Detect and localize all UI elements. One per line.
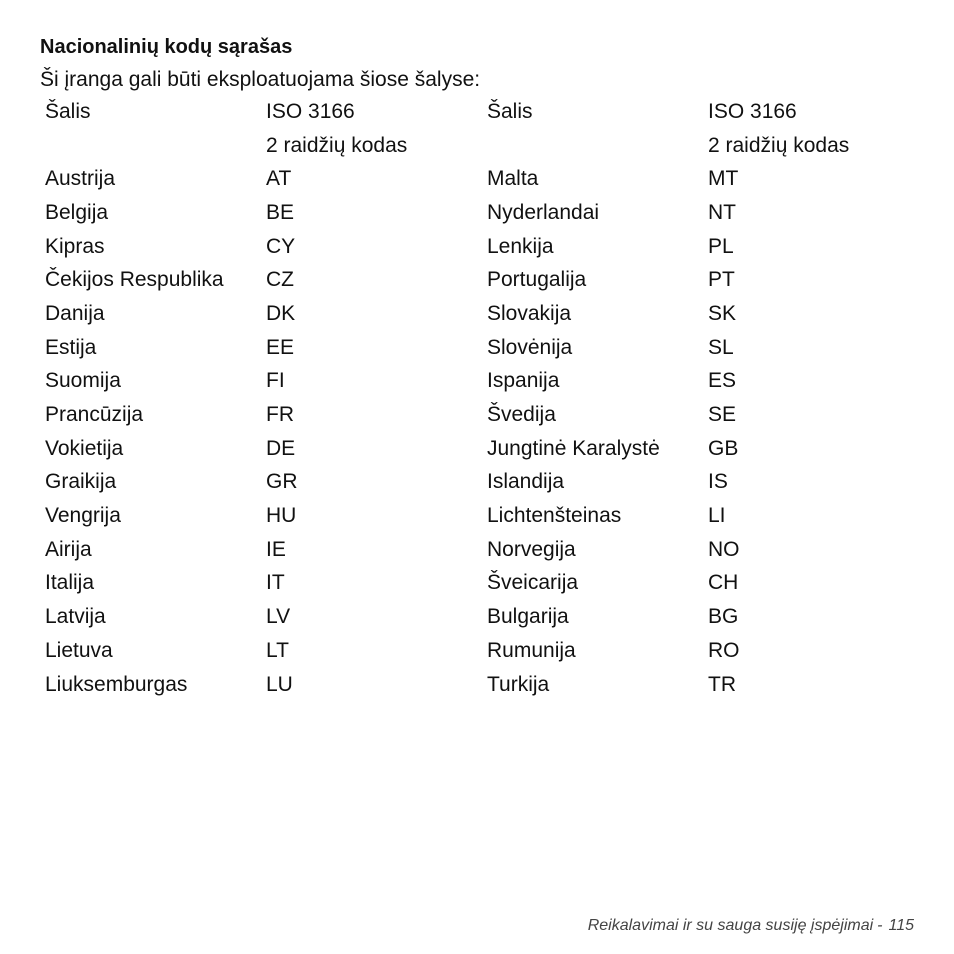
country-code-left: DK — [266, 301, 296, 325]
country-code-right: SL — [708, 335, 734, 359]
country-name-right: Jungtinė Karalystė — [487, 436, 660, 460]
country-code-right: NT — [708, 200, 736, 224]
page-number: 115 — [888, 917, 914, 934]
section-heading: Nacionalinių kodų sąrašas — [40, 36, 293, 58]
table-row — [40, 567, 924, 601]
header-row-2 — [40, 129, 924, 163]
country-name-right: Lenkija — [487, 234, 554, 258]
country-code-right: PT — [708, 268, 735, 292]
country-name-right: Slovakija — [487, 301, 572, 325]
country-code-right: LI — [708, 504, 726, 528]
country-name-left: Airija — [45, 537, 92, 561]
country-code-left: EE — [266, 335, 295, 359]
country-name-left: Vengrija — [45, 504, 121, 528]
country-code-left: DE — [266, 436, 296, 460]
country-code-left: FR — [266, 403, 294, 427]
intro-text: Ši įranga gali būti eksploatuojama šiose šalyse: — [40, 68, 481, 91]
country-code-left: LT — [266, 638, 289, 662]
footer-section-title: Reikalavimai ir su sauga susiję įspėjimai — [587, 917, 874, 934]
country-code-right: PL — [708, 234, 734, 258]
country-code-right: ES — [708, 369, 737, 393]
country-name-right: Malta — [487, 167, 539, 191]
table-row — [40, 668, 924, 702]
table-row — [40, 331, 924, 365]
country-code-left: AT — [266, 167, 292, 191]
country-name-left: Estija — [45, 335, 97, 359]
page-footer — [588, 917, 914, 935]
footer-separator: - — [877, 917, 883, 934]
country-name-left: Čekijos Respublika — [45, 268, 224, 292]
country-code-right: IS — [708, 470, 728, 494]
header-iso-subtitle-right: 2 raidžių kodas — [708, 133, 850, 157]
table-row — [40, 432, 924, 466]
country-code-left: LU — [266, 672, 293, 696]
country-name-right: Nyderlandai — [487, 200, 600, 224]
table-row — [40, 230, 924, 264]
country-code-table — [40, 95, 924, 701]
country-code-right: MT — [708, 167, 739, 191]
country-code-left: HU — [266, 504, 297, 528]
country-name-left: Kipras — [45, 234, 105, 258]
header-iso-left: ISO 3166 — [266, 99, 355, 123]
table-body — [40, 162, 924, 701]
country-name-left: Graikija — [45, 470, 117, 494]
country-name-left: Vokietija — [45, 436, 124, 460]
country-code-right: RO — [708, 638, 740, 662]
country-name-right: Lichtenšteinas — [487, 504, 622, 528]
country-code-right: SE — [708, 403, 737, 427]
country-code-right: SK — [708, 301, 737, 325]
header-iso-subtitle-left: 2 raidžių kodas — [266, 133, 408, 157]
country-name-right: Portugalija — [487, 268, 587, 292]
country-code-left: LV — [266, 605, 291, 629]
table-row — [40, 297, 924, 331]
table-row — [40, 600, 924, 634]
country-name-left: Lietuva — [45, 638, 113, 662]
country-name-right: Slovėnija — [487, 335, 573, 359]
country-name-right: Bulgarija — [487, 605, 569, 629]
header-empty-left — [40, 129, 261, 163]
country-code-right: NO — [708, 537, 740, 561]
country-name-right: Turkija — [487, 672, 550, 696]
table-row — [40, 398, 924, 432]
country-code-left: IT — [266, 571, 285, 595]
country-name-left: Liuksemburgas — [45, 672, 188, 696]
header-empty-right — [482, 129, 703, 163]
country-name-left: Prancūzija — [45, 403, 144, 427]
country-name-right: Ispanija — [487, 369, 560, 393]
country-code-left: CZ — [266, 268, 294, 292]
country-name-left: Italija — [45, 571, 95, 595]
country-name-right: Šveicarija — [487, 571, 579, 595]
table-row — [40, 263, 924, 297]
country-code-right: GB — [708, 436, 739, 460]
table-row — [40, 162, 924, 196]
country-code-left: BE — [266, 200, 295, 224]
country-name-left: Austrija — [45, 167, 116, 191]
country-name-left: Latvija — [45, 605, 106, 629]
country-code-left: FI — [266, 369, 285, 393]
country-code-left: CY — [266, 234, 296, 258]
table-row — [40, 634, 924, 668]
header-row-1 — [40, 95, 924, 129]
country-name-left: Belgija — [45, 200, 109, 224]
table-row — [40, 466, 924, 500]
country-name-right: Rumunija — [487, 638, 576, 662]
table-row — [40, 533, 924, 567]
country-code-right: BG — [708, 605, 739, 629]
header-country-right: Šalis — [487, 99, 533, 123]
country-name-right: Švedija — [487, 403, 556, 427]
table-row — [40, 365, 924, 399]
country-code-right: CH — [708, 571, 739, 595]
table-row — [40, 196, 924, 230]
country-name-left: Suomija — [45, 369, 121, 393]
country-name-left: Danija — [45, 301, 105, 325]
table-header — [40, 95, 924, 162]
header-country-left: Šalis — [45, 99, 91, 123]
header-iso-right: ISO 3166 — [708, 99, 797, 123]
country-code-right: TR — [708, 672, 736, 696]
country-code-left: GR — [266, 470, 298, 494]
country-name-right: Norvegija — [487, 537, 576, 561]
country-name-right: Islandija — [487, 470, 565, 494]
country-code-left: IE — [266, 537, 286, 561]
table-row — [40, 499, 924, 533]
